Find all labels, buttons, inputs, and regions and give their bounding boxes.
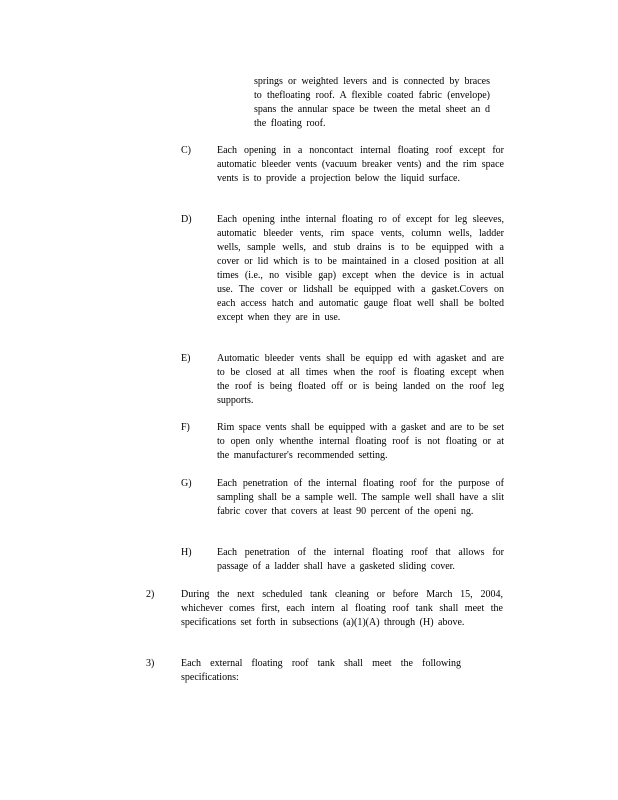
subitem-label-c: C) bbox=[181, 145, 191, 156]
subitem-text-c: Each opening in a noncontact internal floating roof except for automatic bleeder vents (vacuum breaker vents) and the rim space vents is to provide a projection below the liquid surface. bbox=[217, 145, 504, 184]
subitem-text-h: Each penetration of the internal floating roof that allows for passage of a ladder shall have a gasketed sliding cover. bbox=[217, 547, 504, 572]
subitem-text-e: Automatic bleeder vents shall be equipp ed with agasket and are to be closed at all times when the roof is floating except when the roof is being floated off or is being landed on the roof leg supports. bbox=[217, 353, 504, 406]
continuation-paragraph: springs or weighted levers and is connected by braces to thefloating roof. A flexible coated fabric (envelope) spans the annular space be tween the metal sheet an d the floating roof. bbox=[254, 76, 490, 129]
item-text-3: Each external floating roof tank shall meet the following specifications: bbox=[181, 658, 461, 683]
subitem-label-d: D) bbox=[181, 214, 192, 225]
item-text-2: During the next scheduled tank cleaning or before March 15, 2004, whichever comes first, each intern al floating roof tank shall meet the specifications set forth in subsections (a)(1)(A) through (H) above. bbox=[181, 589, 503, 628]
subitem-text-f: Rim space vents shall be equipped with a gasket and are to be set to open only whenthe internal floating roof is not floating or at the manufacturer's recommended setting. bbox=[217, 422, 504, 461]
subitem-label-e: E) bbox=[181, 353, 191, 364]
subitem-label-h: H) bbox=[181, 547, 192, 558]
subitem-label-g: G) bbox=[181, 478, 192, 489]
subitem-text-g: Each penetration of the internal floating roof for the purpose of sampling shall be a sample well. The sample well shall have a slit fabric cover that covers at least 90 percent of the openi ng. bbox=[217, 478, 504, 517]
subitem-text-d: Each opening inthe internal floating ro of except for leg sleeves, automatic bleeder vents, rim space vents, column wells, ladder wells, sample wells, and stub drains is to be equipped with a cover or lid which is to be maintained in a closed position at all times (i.e., no visible gap) except when the device is in actual use. The cover or lidshall be equipped with a gasket.Covers on each access hatch and automatic gauge float well shall be bolted except when they are in use. bbox=[217, 214, 504, 323]
subitem-label-f: F) bbox=[181, 422, 190, 433]
item-label-2: 2) bbox=[146, 589, 155, 600]
item-label-3: 3) bbox=[146, 658, 155, 669]
